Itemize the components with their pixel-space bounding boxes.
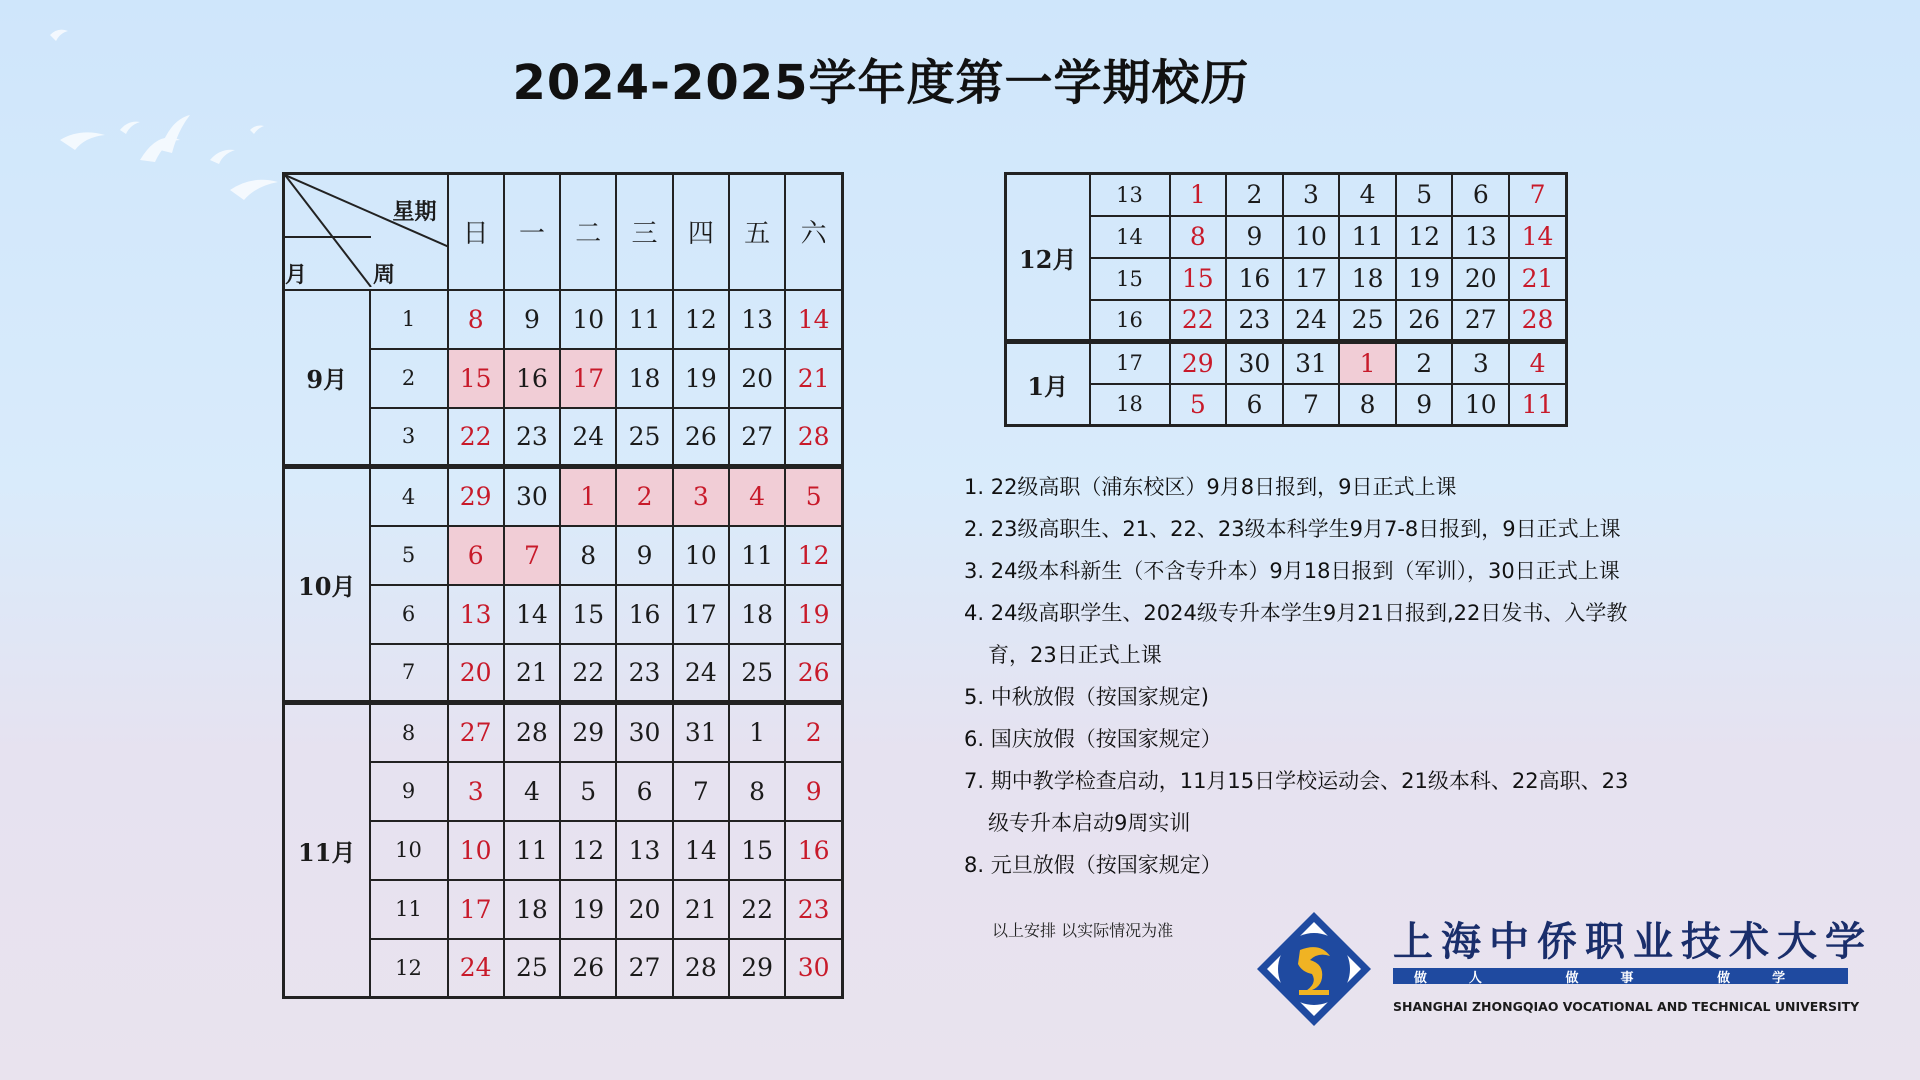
day-cell: 17 [673,585,729,644]
day-cell: 9 [1396,384,1453,426]
day-cell: 1 [729,703,785,762]
day-cell: 2 [1226,174,1283,216]
day-cell: 21 [1509,258,1566,300]
corner-diagonal-lines [285,175,449,287]
day-cell: 17 [448,880,504,939]
week-row [1006,216,1567,258]
day-cell: 5 [560,762,616,821]
week-number: 10 [370,821,448,880]
day-cell: 22 [448,408,504,467]
day-cell: 8 [1170,216,1227,258]
motto-item: 做事 [1565,970,1676,986]
week-number: 9 [370,762,448,821]
week-number: 13 [1090,174,1170,216]
day-cell: 6 [1452,174,1509,216]
week-number: 1 [370,290,448,349]
day-cell: 1 [560,467,616,526]
day-cell: 29 [729,939,785,998]
motto-item: 做学 [1717,970,1828,986]
week-row [284,703,843,762]
day-cell: 13 [729,290,785,349]
month-label: 9月 [284,290,370,467]
note-item: 7. 期中教学检查启动，11月15日学校运动会、21级本科、22高职、23 级专升本启动9周实训 [964,769,1629,835]
day-cell: 29 [560,703,616,762]
week-row [1006,174,1567,216]
week-number: 15 [1090,258,1170,300]
day-cell: 21 [673,880,729,939]
day-cell: 8 [448,290,504,349]
day-cell: 23 [616,644,672,703]
day-cell: 27 [1452,300,1509,342]
day-cell: 15 [448,349,504,408]
day-cell: 30 [1226,342,1283,384]
day-cell: 25 [729,644,785,703]
university-english-name: SHANGHAI ZHONGQIAO VOCATIONAL AND TECHNICAL UNIVERSITY [1393,999,1860,1014]
day-cell: 25 [1339,300,1396,342]
day-cell: 21 [504,644,560,703]
day-cell: 20 [616,880,672,939]
week-number: 14 [1090,216,1170,258]
day-cell: 1 [1339,342,1396,384]
day-cell: 3 [1452,342,1509,384]
day-cell: 15 [560,585,616,644]
week-number: 2 [370,349,448,408]
day-cell: 6 [616,762,672,821]
week-number: 17 [1090,342,1170,384]
week-axis-label: 周 [373,261,396,288]
university-emblem-icon [1255,910,1373,1028]
week-row [1006,258,1567,300]
day-cell: 24 [1283,300,1340,342]
day-cell: 13 [616,821,672,880]
day-cell: 11 [1339,216,1396,258]
weekday-header-wed: 三 [616,174,672,290]
day-cell: 27 [448,703,504,762]
day-cell: 26 [560,939,616,998]
note-item: 5. 中秋放假（按国家规定) [964,685,1209,709]
day-cell: 30 [785,939,842,998]
day-cell: 5 [785,467,842,526]
week-number: 8 [370,703,448,762]
day-cell: 13 [1452,216,1509,258]
weekday-header-sat: 六 [785,174,842,290]
weekday-header-mon: 一 [504,174,560,290]
day-cell: 7 [504,526,560,585]
day-cell: 16 [504,349,560,408]
day-cell: 12 [673,290,729,349]
day-cell: 7 [1283,384,1340,426]
weekday-axis-label: 星期 [392,199,437,225]
day-cell: 18 [616,349,672,408]
day-cell: 11 [1509,384,1566,426]
note-item: 6. 国庆放假（按国家规定） [964,727,1222,751]
week-number: 16 [1090,300,1170,342]
week-row [1006,384,1567,426]
day-cell: 23 [785,880,842,939]
day-cell: 29 [448,467,504,526]
calendar-table-dec-jan [1004,172,1568,427]
week-number: 5 [370,526,448,585]
week-row [284,290,843,349]
day-cell: 11 [616,290,672,349]
day-cell: 19 [560,880,616,939]
day-cell: 31 [673,703,729,762]
month-label: 11月 [284,703,370,998]
day-cell: 16 [1226,258,1283,300]
month-label: 1月 [1006,342,1090,426]
day-cell: 22 [560,644,616,703]
day-cell: 8 [729,762,785,821]
day-cell: 28 [785,408,842,467]
day-cell: 6 [448,526,504,585]
day-cell: 3 [448,762,504,821]
day-cell: 12 [1396,216,1453,258]
day-cell: 10 [673,526,729,585]
day-cell: 9 [504,290,560,349]
day-cell: 24 [560,408,616,467]
day-cell: 3 [673,467,729,526]
day-cell: 17 [1283,258,1340,300]
week-row [1006,342,1567,384]
day-cell: 16 [785,821,842,880]
day-cell: 24 [673,644,729,703]
day-cell: 4 [504,762,560,821]
day-cell: 3 [1283,174,1340,216]
week-number: 3 [370,408,448,467]
day-cell: 26 [785,644,842,703]
day-cell: 20 [729,349,785,408]
day-cell: 5 [1170,384,1227,426]
day-cell: 30 [504,467,560,526]
day-cell: 19 [673,349,729,408]
note-item: 8. 元旦放假（按国家规定） [964,853,1222,877]
day-cell: 8 [1339,384,1396,426]
day-cell: 9 [616,526,672,585]
calendar-table-sep-nov [282,172,844,999]
day-cell: 23 [504,408,560,467]
day-cell: 4 [1339,174,1396,216]
day-cell: 6 [1226,384,1283,426]
day-cell: 27 [729,408,785,467]
day-cell: 28 [1509,300,1566,342]
day-cell: 4 [1509,342,1566,384]
day-cell: 15 [729,821,785,880]
note-item: 3. 24级本科新生（不含专升本）9月18日报到（军训），30日正式上课 [964,559,1620,583]
week-number: 6 [370,585,448,644]
day-cell: 31 [1283,342,1340,384]
day-cell: 18 [1339,258,1396,300]
week-number: 7 [370,644,448,703]
day-cell: 29 [1170,342,1227,384]
month-label: 10月 [284,467,370,703]
week-number: 11 [370,880,448,939]
header-corner-cell [284,174,448,290]
day-cell: 14 [673,821,729,880]
day-cell: 7 [673,762,729,821]
week-row [1006,300,1567,342]
day-cell: 22 [1170,300,1227,342]
note-item: 2. 23级高职生、21、22、23级本科学生9月7-8日报到，9日正式上课 [964,517,1621,541]
weekday-header-thu: 四 [673,174,729,290]
day-cell: 30 [616,703,672,762]
university-logo [1255,910,1873,1028]
day-cell: 16 [616,585,672,644]
week-row [284,467,843,526]
day-cell: 7 [1509,174,1566,216]
day-cell: 20 [448,644,504,703]
page-title: 2024-2025学年度第一学期校历 [512,55,1250,111]
day-cell: 10 [560,290,616,349]
day-cell: 18 [504,880,560,939]
day-cell: 18 [729,585,785,644]
week-number: 4 [370,467,448,526]
day-cell: 28 [504,703,560,762]
day-cell: 20 [1452,258,1509,300]
day-cell: 26 [673,408,729,467]
day-cell: 19 [1396,258,1453,300]
day-cell: 9 [785,762,842,821]
day-cell: 1 [1170,174,1227,216]
note-item: 1. 22级高职（浦东校区）9月8日报到，9日正式上课 [964,475,1457,499]
notes-list [964,466,1684,886]
day-cell: 14 [1509,216,1566,258]
day-cell: 2 [1396,342,1453,384]
disclaimer-text: 以上安排 以实际情况为准 [992,921,1174,940]
day-cell: 14 [785,290,842,349]
day-cell: 12 [785,526,842,585]
day-cell: 12 [560,821,616,880]
day-cell: 25 [504,939,560,998]
motto-bar [1393,968,1848,984]
day-cell: 24 [448,939,504,998]
weekday-header-fri: 五 [729,174,785,290]
day-cell: 17 [560,349,616,408]
day-cell: 9 [1226,216,1283,258]
note-item: 4. 24级高职学生、2024级专升本学生9月21日报到,22日发书、入学教 育，23日正式上课 [964,601,1628,667]
day-cell: 22 [729,880,785,939]
day-cell: 8 [560,526,616,585]
day-cell: 5 [1396,174,1453,216]
day-cell: 14 [504,585,560,644]
month-label: 12月 [1006,174,1090,342]
day-cell: 26 [1396,300,1453,342]
day-cell: 10 [448,821,504,880]
day-cell: 4 [729,467,785,526]
motto-item: 做人 [1413,970,1524,986]
day-cell: 13 [448,585,504,644]
month-axis-label: 月 [285,261,308,288]
day-cell: 15 [1170,258,1227,300]
day-cell: 25 [616,408,672,467]
day-cell: 11 [729,526,785,585]
day-cell: 19 [785,585,842,644]
day-cell: 10 [1452,384,1509,426]
week-number: 18 [1090,384,1170,426]
university-name: 上海中侨职业技术大学 [1393,918,1873,965]
day-cell: 21 [785,349,842,408]
day-cell: 23 [1226,300,1283,342]
week-number: 12 [370,939,448,998]
day-cell: 10 [1283,216,1340,258]
day-cell: 27 [616,939,672,998]
day-cell: 2 [785,703,842,762]
weekday-header-sun: 日 [448,174,504,290]
day-cell: 11 [504,821,560,880]
day-cell: 28 [673,939,729,998]
weekday-header-tue: 二 [560,174,616,290]
day-cell: 2 [616,467,672,526]
